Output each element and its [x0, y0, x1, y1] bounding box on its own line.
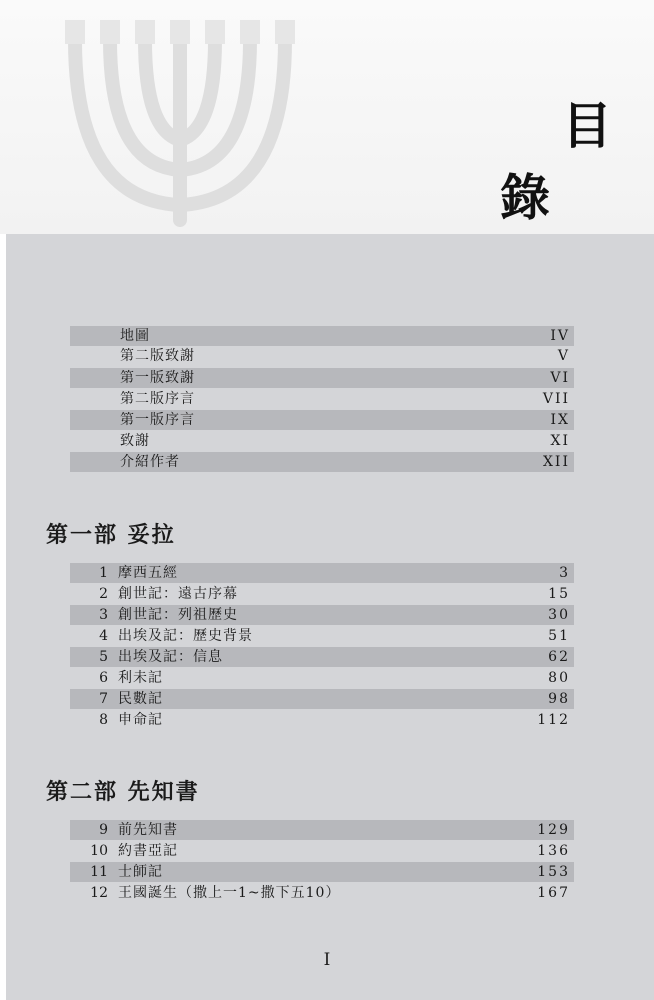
toc-page: VII [542, 391, 570, 407]
toc-row[interactable] [70, 431, 574, 451]
part-title: 第一部 妥拉 [46, 522, 176, 548]
toc-label: 前先知書 [118, 822, 178, 838]
toc-page: 3 [559, 565, 570, 581]
menorah-watermark-icon [0, 0, 360, 234]
toc-label: 王國誕生（撒上一1~撒下五10） [118, 885, 341, 901]
toc-row[interactable] [70, 820, 574, 840]
toc-label: 第一版致謝 [120, 370, 195, 386]
toc-row[interactable] [70, 626, 574, 646]
toc-row[interactable] [70, 605, 574, 625]
toc-page: 51 [548, 628, 570, 644]
chapter-number: 10 [90, 843, 108, 859]
toc-page: IX [550, 412, 570, 428]
toc-row[interactable] [70, 841, 574, 861]
page-number: I [323, 950, 331, 970]
toc-label: 士師記 [118, 864, 163, 880]
toc-page: 153 [537, 864, 570, 880]
toc-row[interactable] [70, 452, 574, 472]
toc-row[interactable] [70, 689, 574, 709]
toc-page: XI [550, 433, 570, 449]
toc-label: 介紹作者 [120, 454, 180, 470]
chapter-number: 8 [99, 712, 108, 728]
toc-row[interactable] [70, 346, 574, 366]
toc-label: 約書亞記 [118, 843, 178, 859]
toc-label: 創世記：遠古序幕 [118, 586, 238, 602]
chapter-number: 12 [90, 885, 108, 901]
toc-label: 出埃及記：歷史背景 [118, 628, 253, 644]
toc-page: 129 [537, 822, 570, 838]
chapter-number: 3 [99, 607, 108, 623]
chapter-number: 4 [99, 628, 108, 644]
toc-row[interactable] [70, 862, 574, 882]
chapter-number: 5 [99, 649, 108, 665]
toc-page: 136 [537, 843, 570, 859]
toc-row[interactable] [70, 326, 574, 346]
toc-page: 112 [537, 712, 570, 728]
toc-label: 致謝 [120, 433, 150, 449]
toc-label: 民數記 [118, 691, 163, 707]
toc-row[interactable] [70, 710, 574, 730]
toc-label: 申命記 [118, 712, 163, 728]
toc-label: 摩西五經 [118, 565, 178, 581]
toc-page: VI [550, 370, 570, 386]
toc-page: 15 [548, 586, 570, 602]
toc-label: 利未記 [118, 670, 163, 686]
chapter-number: 6 [99, 670, 108, 686]
toc-page: XII [542, 454, 570, 470]
chapter-number: 7 [99, 691, 108, 707]
title-char-2: 錄 [500, 168, 550, 227]
toc-label: 出埃及記：信息 [118, 649, 223, 665]
toc-page: V [557, 348, 570, 364]
toc-page: IV [550, 328, 570, 344]
toc-label: 創世記：列祖歷史 [118, 607, 238, 623]
chapter-number: 2 [99, 586, 108, 602]
part-title: 第二部 先知書 [46, 779, 200, 805]
toc-row[interactable] [70, 668, 574, 688]
header-band [0, 0, 654, 234]
toc-page: 98 [548, 691, 570, 707]
toc-row[interactable] [70, 368, 574, 388]
toc-row[interactable] [70, 389, 574, 409]
toc-row[interactable] [70, 410, 574, 430]
toc-row[interactable] [70, 883, 574, 903]
toc-page: 30 [548, 607, 570, 623]
toc-label: 第二版序言 [120, 391, 195, 407]
toc-label: 第一版序言 [120, 412, 195, 428]
toc-page: 80 [548, 670, 570, 686]
toc-page: 167 [537, 885, 570, 901]
toc-row[interactable] [70, 584, 574, 604]
toc-page: 62 [548, 649, 570, 665]
toc-row[interactable] [70, 563, 574, 583]
toc-label: 第二版致謝 [120, 348, 195, 364]
title-char-1: 目 [562, 96, 612, 155]
chapter-number: 9 [99, 822, 108, 838]
chapter-number: 1 [99, 565, 108, 581]
toc-row[interactable] [70, 647, 574, 667]
chapter-number: 11 [90, 864, 108, 880]
toc-label: 地圖 [120, 328, 150, 344]
